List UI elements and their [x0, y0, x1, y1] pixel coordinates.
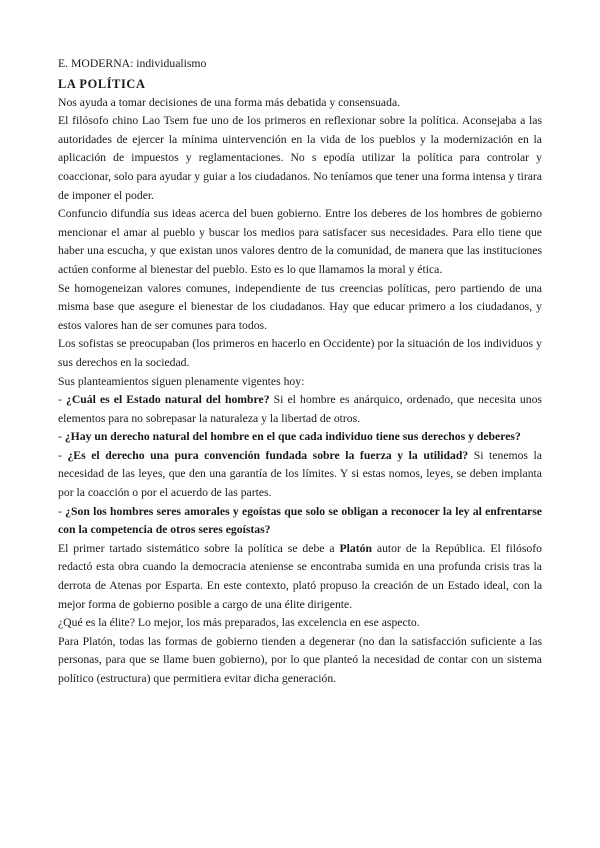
paragraph-lao-tsem: El filósofo chino Lao Tsem fue uno de los primeros en reflexionar sobre la política. Aconsejaba a las autoridades de ejercer la mínima uintervención en la vida de los pueblos y la modernización en la aplicación de impuestos y reglamentaciones. No s epodía utilizar la política para controlar y coaccionar, solo para ayudar y guiar a los ciudadanos. No teníamos que tener una forma intensa y tirara de imponer el poder.	[58, 114, 542, 202]
question-dash: -	[58, 504, 66, 518]
paragraph-confucio: Confuncio difundía sus ideas acerca del buen gobierno. Entre los deberes de los hombres de gobierno mencionar el amar al pueblo y buscar los medios para satisfacer sus necesidades. Para ello tiene que haber una escucha, y que existan unos valores dentro de la comunidad, de manera que las instituciones actúen conforme al bienestar del pueblo. Esto es lo que llamamos la moral y ética.	[58, 207, 542, 276]
question-bold: ¿Hay un derecho natural del hombre en el que cada individuo tiene sus derechos y deberes?	[64, 430, 521, 444]
page-heading: LA POLÍTICA	[58, 76, 146, 91]
platon-name: Platón	[339, 541, 372, 555]
paragraph-sofistas: Los sofistas se preocupaban (los primeros en hacerlo en Occidente) por la situación de los individuos y sus derechos en la sociedad.	[58, 337, 542, 369]
question-item	[58, 428, 542, 447]
question-text: Si el hombre es anárquico, ordenado, que necesita unos elementos para no sobrepasar la naturaleza y la libertad de otros.	[58, 393, 542, 425]
question-item	[58, 503, 542, 540]
question-dash: -	[58, 448, 68, 462]
platon-text-post: autor de la República. El filósofo redactó esta obra cuando la democracia ateniense se encontraba sumida en una profunda crisis tras la derrota de Atenas por Esparta. En este contexto, plató propuso la creación de un Estado ideal, con la mejor forma de gobierno posible a cargo de una élite dirigente.	[58, 541, 543, 611]
document-page	[58, 55, 542, 689]
question-dash: -	[58, 393, 66, 407]
question-bold: ¿Son los hombres seres amorales y egoístas que solo se obligan a reconocer la ley al enfrentarse con la competencia de otros seres egoístas?	[58, 504, 542, 537]
paragraph-formas: Para Platón, todas las formas de gobierno tienden a degenerar (no dan la satisfacción suficiente a las personas, para que se llame buen gobierno), por lo que planteó la necesidad de contar con un sistema político (estructura) que permitiera evitar dicha generación.	[58, 634, 542, 685]
question-item	[58, 447, 542, 503]
question-text: Si tenemos la necesidad de las leyes, que den una garantía de los límites. Y si estas nomos, leyes, se deben implanta por la coacción o por el acuerdo de las partes.	[58, 448, 542, 500]
section-label: E. MODERNA: individualismo	[58, 57, 207, 70]
paragraph-valores: Se homogeneizan valores comunes, independiente de tus creencias políticas, pero partiendo de una misma base que asegure el bienestar de los ciudadanos. Hay que educar primero a los ciudadanos, y estos valores han de ser comunes para todos.	[58, 281, 542, 332]
question-bold: ¿Es el derecho una pura convención fundada sobre la fuerza y la utilidad?	[67, 448, 469, 462]
platon-text-pre: El primer tartado sistemático sobre la política se debe a	[58, 541, 340, 555]
paragraph-elite: ¿Qué es la élite? Lo mejor, los más preparados, las excelencia en ese aspecto.	[58, 616, 420, 630]
question-bold: ¿Cuál es el Estado natural del hombre?	[65, 393, 270, 407]
paragraph-vigentes: Sus planteamientos siguen plenamente vigentes hoy:	[58, 374, 305, 388]
paragraph-platon	[58, 540, 542, 614]
question-dash: -	[58, 430, 65, 444]
paragraph-intro: Nos ayuda a tomar decisiones de una forma más debatida y consensuada.	[58, 95, 401, 109]
question-item	[58, 391, 542, 428]
